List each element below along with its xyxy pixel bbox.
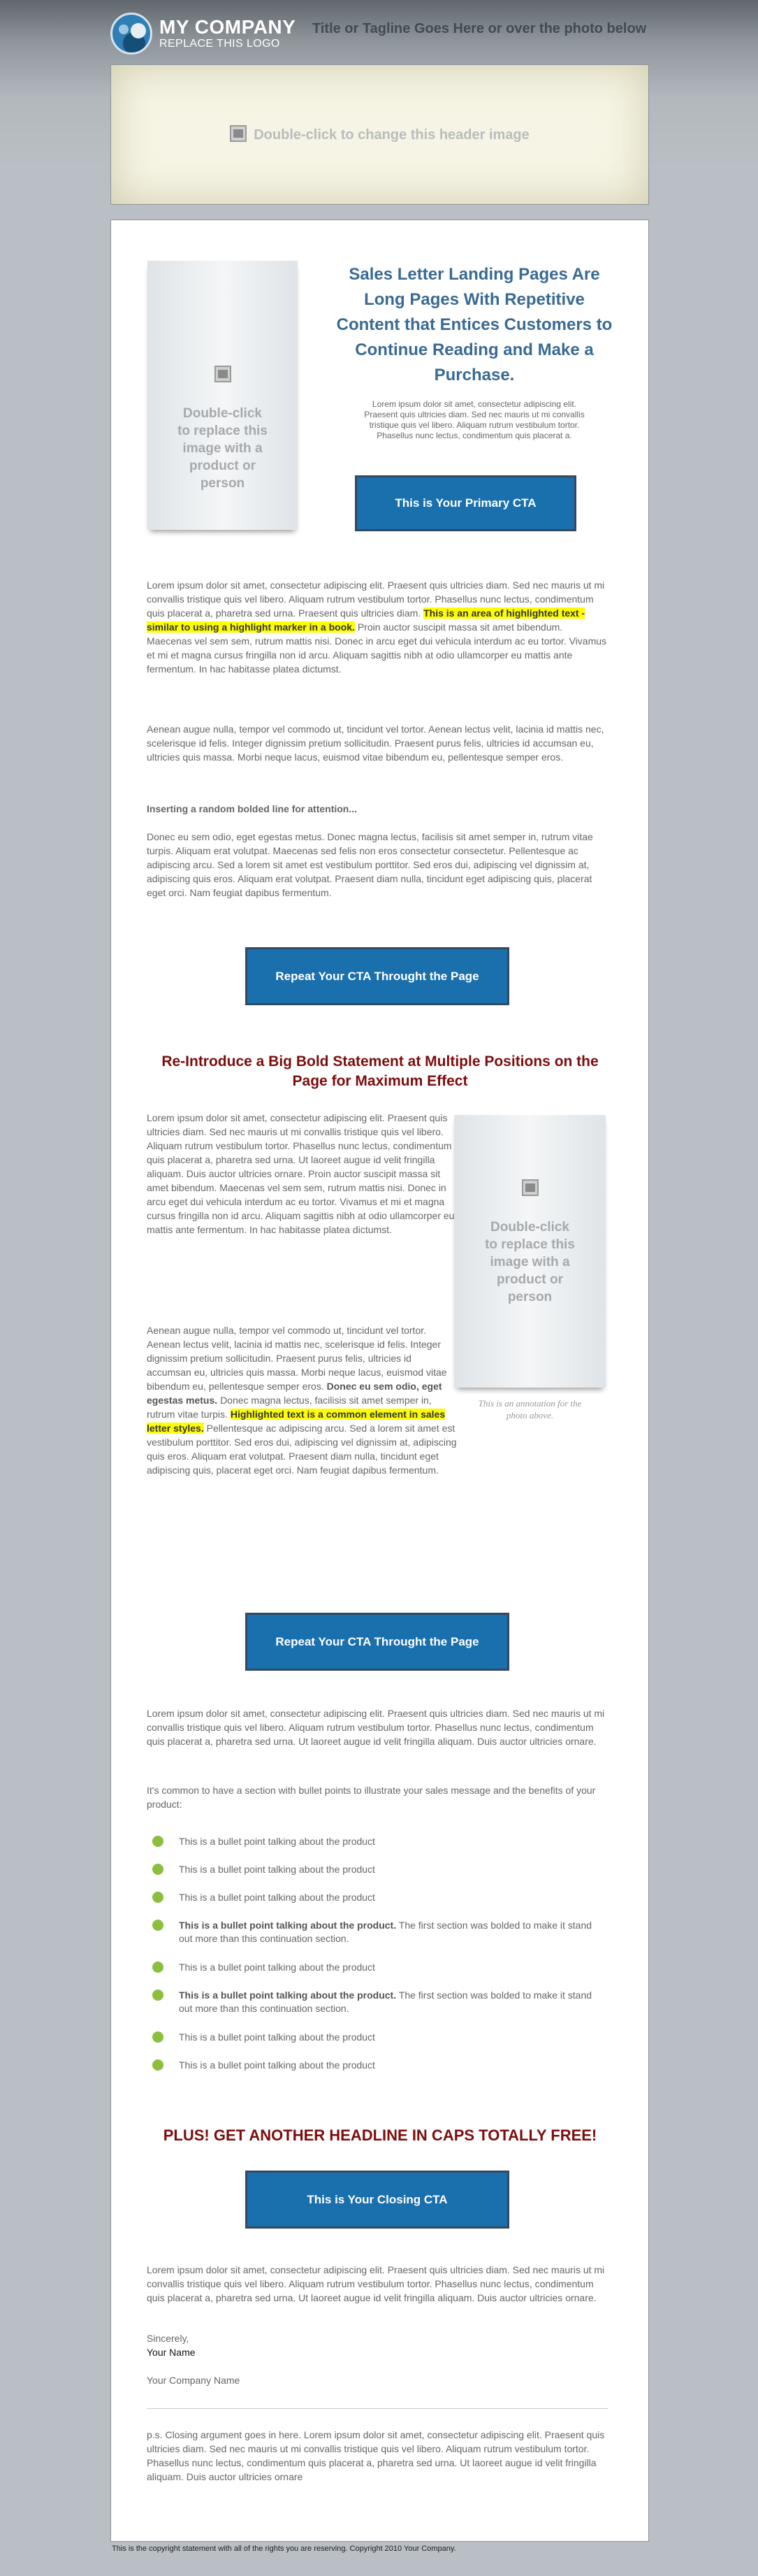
section1-paragraph-1: Lorem ipsum dolor sit amet, consectetur adipiscing elit. Praesent quis ultricies diam. Sed nec mauris ut mi convallis tristique quis vel libero. Aliquam rutrum vestibulum tortor. Phasellus nunc lectus, condimentum quis placerat a, pharetra sed urna. Praesent quis ultricies diam. This is an area of highlighted text - similar to using a highlight marker in a book. Proin auctor suscipit massa sit amet bibendum. Maecenas vel sem sem, rutrum mattis nisi. Donec in arcu eget dui vehicula interdum ac eu tortor. Vivamus et mi et magna cursus fringilla non id arcu. Aliquam sagittis nibh at odio ullamcorper eu mattis ante fermentum. In hac habitasse platea dictumst. [147, 580, 607, 675]
bullet-icon [152, 1989, 163, 2001]
logo-name: MY COMPANY [159, 16, 296, 38]
hero-headline: Sales Letter Landing Pages Are Long Pages With Repetitive Content that Entices Customers to Continue Reading and Make a Purchase. [336, 265, 613, 384]
repeat-cta-button-2[interactable]: Repeat Your CTA Throught the Page [245, 1613, 509, 1671]
bullet-item: This is a bullet point talking about the product [152, 1961, 592, 1974]
photo-annotation: This is an annotation for the photo above. [478, 1398, 582, 1420]
bullet-item: This is a bullet point talking about the product. The first section was bolded to make it stand out more than this continuation section. [152, 1919, 592, 1945]
header-image-placeholder[interactable] [110, 64, 649, 205]
section1-paragraph-3: Donec eu sem odio, eget egestas metus. Donec magna lectus, facilisis sit amet semper in, rutrum vitae turpis. Aliquam erat volutpat. Maecenas sed felis non eros consectetur consectetur. Pellentesque ac adipiscing arcu. Sed a lorem sit amet est vestibulum porttitor. Sed eros dui, adipiscing vel dignissim at, adipiscing quis eros. Aliquam erat volutpat. Praesent diam nulla, tincidunt eget adipiscing quis, placerat eget orci. Nam feugiat dapibus fermentum. [147, 831, 593, 898]
bullet-icon [152, 1836, 163, 1847]
primary-cta-button[interactable]: This is Your Primary CTA [355, 475, 576, 531]
highlighted-text-2: Highlighted text is a common element in sales letter styles. [147, 1409, 446, 1434]
caps-headline: PLUS! GET ANOTHER HEADLINE IN CAPS TOTALLY FREE! [163, 2127, 597, 2144]
section3-paragraph-2: It's common to have a section with bullet points to illustrate your sales message and the benefits of your product: [147, 1785, 596, 1810]
logo-icon [110, 13, 152, 55]
bullet-icon [152, 1864, 163, 1875]
section3-paragraph-1: Lorem ipsum dolor sit amet, consectetur adipiscing elit. Praesent quis ultricies diam. Sed nec mauris ut mi convallis tristique quis vel libero. Aliquam rutrum vestibulum tortor. Phasellus nunc lectus, condimentum quis placerat a, pharetra sed urna. Ut laoreet augue id velit fringilla aliquam. Duis auctor ultricies ornare. [147, 1708, 605, 1747]
image-icon [230, 125, 247, 142]
signer-name: Your Name [147, 2347, 196, 2358]
section2-photo-placeholder[interactable] [454, 1115, 606, 1388]
section2-headline: Re-Introduce a Big Bold Statement at Multiple Positions on the Page for Maximum Effect [161, 1053, 599, 1089]
image-icon [214, 366, 231, 382]
bullet-item: This is a bullet point talking about the product [152, 1863, 592, 1876]
bullet-icon [152, 1892, 163, 1903]
bullet-item: This is a bullet point talking about the product. The first section was bolded to make it stand out more than this continuation section. [152, 1989, 592, 2015]
site-tagline: Title or Tagline Goes Here or over the photo below [312, 21, 647, 36]
bullet-icon [152, 1920, 163, 1931]
bullet-item: This is a bullet point talking about the product [152, 2059, 592, 2072]
highlighted-text: This is an area of highlighted text - similar to using a highlight marker in a book. [147, 607, 585, 633]
ps-divider [147, 2408, 608, 2409]
hero-photo-placeholder[interactable] [147, 261, 298, 530]
section3-paragraph-3: Lorem ipsum dolor sit amet, consectetur adipiscing elit. Praesent quis ultricies diam. Sed nec mauris ut mi convallis tristique quis vel libero. Aliquam rutrum vestibulum tortor. Phasellus nunc lectus, condimentum quis placerat a, pharetra sed urna. Ut laoreet augue id velit fringilla aliquam. Duis auctor ultricies ornare. [147, 2264, 605, 2303]
logo-subtitle: REPLACE THIS LOGO [159, 38, 280, 50]
copyright-footer: This is the copyright statement with all of the rights you are reserving. Copyright 2010 Your Company. [112, 2545, 456, 2553]
image-icon [522, 1179, 539, 1196]
bullet-icon [152, 2031, 163, 2043]
header-image-hint: Double-click to change this header image [111, 125, 648, 143]
postscript: p.s. Closing argument goes in here. Lorem ipsum dolor sit amet, consectetur adipiscing elit. Praesent quis ultricies diam. Sed nec mauris ut mi convallis tristique quis vel libero. Aliquam rutrum vestibulum tortor. Phasellus nunc lectus, condimentum quis placerat a, pharetra sed urna. Ut laoreet augue id velit fringilla aliquam. Duis auctor ultricies ornare [147, 2429, 605, 2482]
section2-paragraph-1: Lorem ipsum dolor sit amet, consectetur adipiscing elit. Praesent quis ultricies diam. Sed nec mauris ut mi convallis tristique quis vel libero. Aliquam rutrum vestibulum tortor. Phasellus nunc lectus, condimentum quis placerat a, pharetra sed urna. Ut laoreet augue id velit fringilla aliquam. Duis auctor ultricies ornare. Proin auctor suscipit massa sit amet bibendum. Maecenas vel sem sem, rutrum mattis nisi. Donec in arcu eget dui vehicula interdum ac eu tortor. Vivamus et mi et magna cursus fringilla non id arcu. Aliquam sagittis nibh at odio ullamcorper eu mattis ante fermentum. In hac habitasse platea dictumst. [147, 1112, 455, 1235]
closing-cta-button[interactable]: This is Your Closing CTA [245, 2171, 509, 2229]
repeat-cta-button-1[interactable]: Repeat Your CTA Throught the Page [245, 947, 509, 1005]
section2-paragraph-2: Aenean augue nulla, tempor vel commodo ut, tincidunt vel tortor. Aenean lectus velit, lacinia id mattis nec, scelerisque id felis. Integer dignissim pretium sollicitudin. Praesent purus felis, ultricies id accumsan eu, ultricies quis massa. Morbi neque lacus, euismod vitae bibendum eu, pellentesque semper eros. Donec eu sem odio, eget egestas metus. Donec magna lectus, facilisis sit amet semper in, rutrum vitae turpis. Highlighted text is a common element in sales letter styles. Pellentesque ac adipiscing arcu. Sed a lorem sit amet est vestibulum porttitor. Sed eros dui, adipiscing vel dignissim at, adipiscing quis eros. Aliquam erat volutpat. Praesent diam nulla, tincidunt eget adipiscing quis, placerat eget orci. Nam feugiat dapibus fermentum. [147, 1325, 457, 1476]
hero-subtext: Lorem ipsum dolor sit amet, consectetur adipiscing elit. Praesent quis ultricies diam. Sed nec mauris ut mi convallis tristique quis vel libero. Aliquam rutrum vestibulum tortor. Phasellus nunc lectus, condimentum quis placerat a. [364, 399, 585, 440]
signer-company: Your Company Name [147, 2375, 240, 2386]
sign-off: Sincerely, [147, 2333, 189, 2344]
bullet-icon [152, 2059, 163, 2071]
main-content [110, 220, 649, 2542]
section2-photo-caption: Double-click to replace this image with a product or person [485, 1220, 575, 1304]
bullet-item: This is a bullet point talking about the product [152, 1835, 592, 1848]
bullet-icon [152, 1962, 163, 1973]
bullet-item: This is a bullet point talking about the product [152, 2031, 592, 2044]
bullet-item: This is a bullet point talking about the product [152, 1891, 592, 1904]
company-logo[interactable] [110, 13, 296, 55]
hero-photo-caption: Double-click to replace this image with a product or person [177, 406, 268, 491]
attention-bold-line: Inserting a random bolded line for attention... [147, 803, 358, 814]
section1-paragraph-2: Aenean augue nulla, tempor vel commodo ut, tincidunt vel tortor. Aenean lectus velit, lacinia id mattis nec, scelerisque id felis. Integer dignissim pretium sollicitudin. Praesent purus felis, ultricies id accumsan eu, ultricies quis massa. Morbi neque lacus, euismod vitae bibendum eu, pellentesque semper eros. [147, 724, 604, 763]
